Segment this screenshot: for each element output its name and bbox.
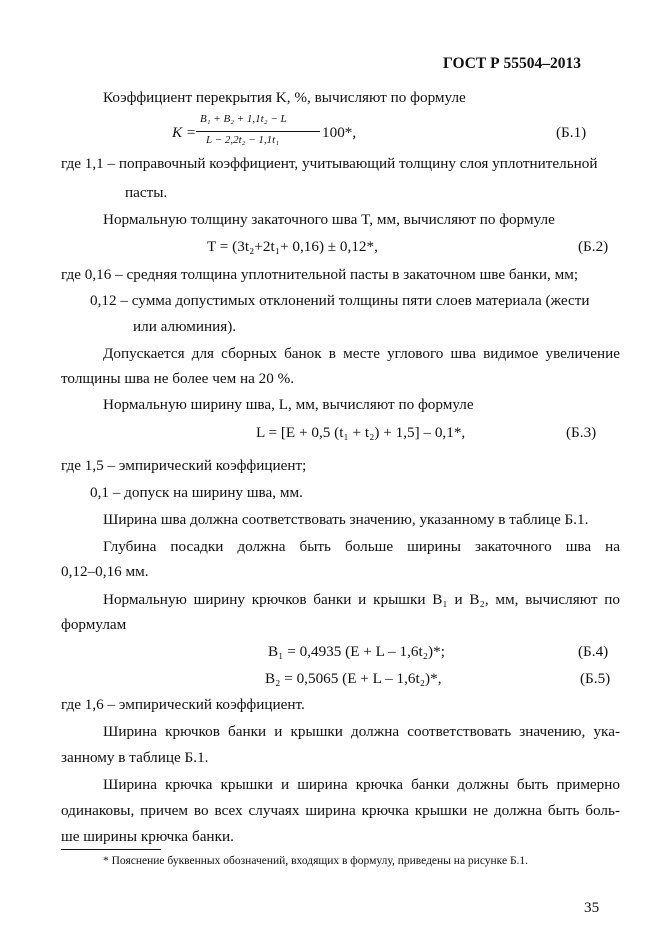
- paragraph-hooks-table-line1: Ширина крючков банки и крышки должна соответствовать значению, ука-: [103, 723, 620, 740]
- formula-b1-lhs: K =: [172, 124, 197, 141]
- paragraph-depth-line1: Глубина посадки должна быть больше ширины закаточного шва на: [103, 538, 620, 555]
- where-0-12-line2: или алюминия).: [133, 318, 237, 335]
- formula-b3: L = [E + 0,5 (t₁ + t₂) + 1,5] – 0,1*,: [256, 424, 466, 441]
- formula-b3-number: (Б.3): [566, 424, 597, 441]
- formula-b2-number: (Б.2): [578, 238, 609, 255]
- paragraph-hooks-table-line2: занному в таблице Б.1.: [61, 749, 209, 766]
- paragraph-hooks-equal-line2: одинаковы, причем во всех случаях ширина крючка крышки не должна быть боль-: [61, 802, 620, 819]
- where-0-16: где 0,16 – средняя толщина уплотнительной пасты в закаточном шве банки, мм;: [61, 266, 579, 283]
- where-0-1: 0,1 – допуск на ширину шва, мм.: [90, 484, 303, 501]
- paragraph-thickness-intro: Нормальную толщину закаточного шва T, мм, вычисляют по формуле: [103, 211, 555, 228]
- formula-b1-denominator: L − 2,2t₂ − 1,1t₁: [206, 134, 280, 146]
- paragraph-hooks-equal-line1: Ширина крючка крышки и ширина крючка банки должны быть примерно: [103, 776, 620, 793]
- paragraph-hooks-equal-line3: ше ширины крючка банки.: [61, 828, 234, 845]
- formula-b1-tail: 100*,: [322, 124, 357, 141]
- fraction-bar: [196, 131, 320, 132]
- page-number: 35: [584, 899, 600, 916]
- paragraph-allowance-line1: Допускается для сборных банок в месте углового шва видимое увеличение: [103, 345, 620, 362]
- formula-b1-number: (Б.1): [556, 124, 587, 141]
- formula-b5: B₂ = 0,5065 (E + L – 1,6t₂)*,: [265, 670, 442, 687]
- where-1-5: где 1,5 – эмпирический коэффициент;: [61, 457, 307, 474]
- where-1-1-line2: пасты.: [125, 184, 168, 201]
- footnote-separator: [61, 849, 161, 850]
- formula-b4: B₁ = 0,4935 (E + L – 1,6t₂)*;: [268, 643, 445, 660]
- where-0-12-line1: 0,12 – сумма допустимых отклонений толщины пяти слоев материала (жести: [90, 292, 590, 309]
- where-1-1-line1: где 1,1 – поправочный коэффициент, учитывающий толщину слоя уплотнительной: [61, 155, 598, 172]
- paragraph-width-intro: Нормальную ширину шва, L, мм, вычисляют по формуле: [103, 396, 474, 413]
- paragraph-hooks-line1: Нормальную ширину крючков банки и крышки B₁ и B₂, мм, вычисляют по: [103, 591, 620, 608]
- paragraph-depth-line2: 0,12–0,16 мм.: [61, 563, 149, 580]
- formula-b2: T = (3t₂+2t₁+ 0,16) ± 0,12*,: [207, 238, 378, 255]
- formula-b4-number: (Б.4): [578, 643, 609, 660]
- footnote: * Пояснение буквенных обозначений, входящих в формулу, приведены на рисунке Б.1.: [103, 855, 529, 867]
- formula-b5-number: (Б.5): [580, 670, 611, 687]
- paragraph-hooks-line2: формулам: [61, 616, 127, 633]
- where-1-6: где 1,6 – эмпирический коэффициент.: [61, 696, 305, 713]
- paragraph-width-table: Ширина шва должна соответствовать значению, указанному в таблице Б.1.: [103, 511, 589, 528]
- formula-b1-numerator: B₁ + B₂ + 1,1t₂ − L: [200, 113, 287, 125]
- paragraph-overlap-intro: Коэффициент перекрытия K, %, вычисляют по формуле: [103, 89, 466, 106]
- paragraph-allowance-line2: толщины шва не более чем на 20 %.: [61, 370, 295, 387]
- standard-code: ГОСТ Р 55504–2013: [443, 55, 581, 72]
